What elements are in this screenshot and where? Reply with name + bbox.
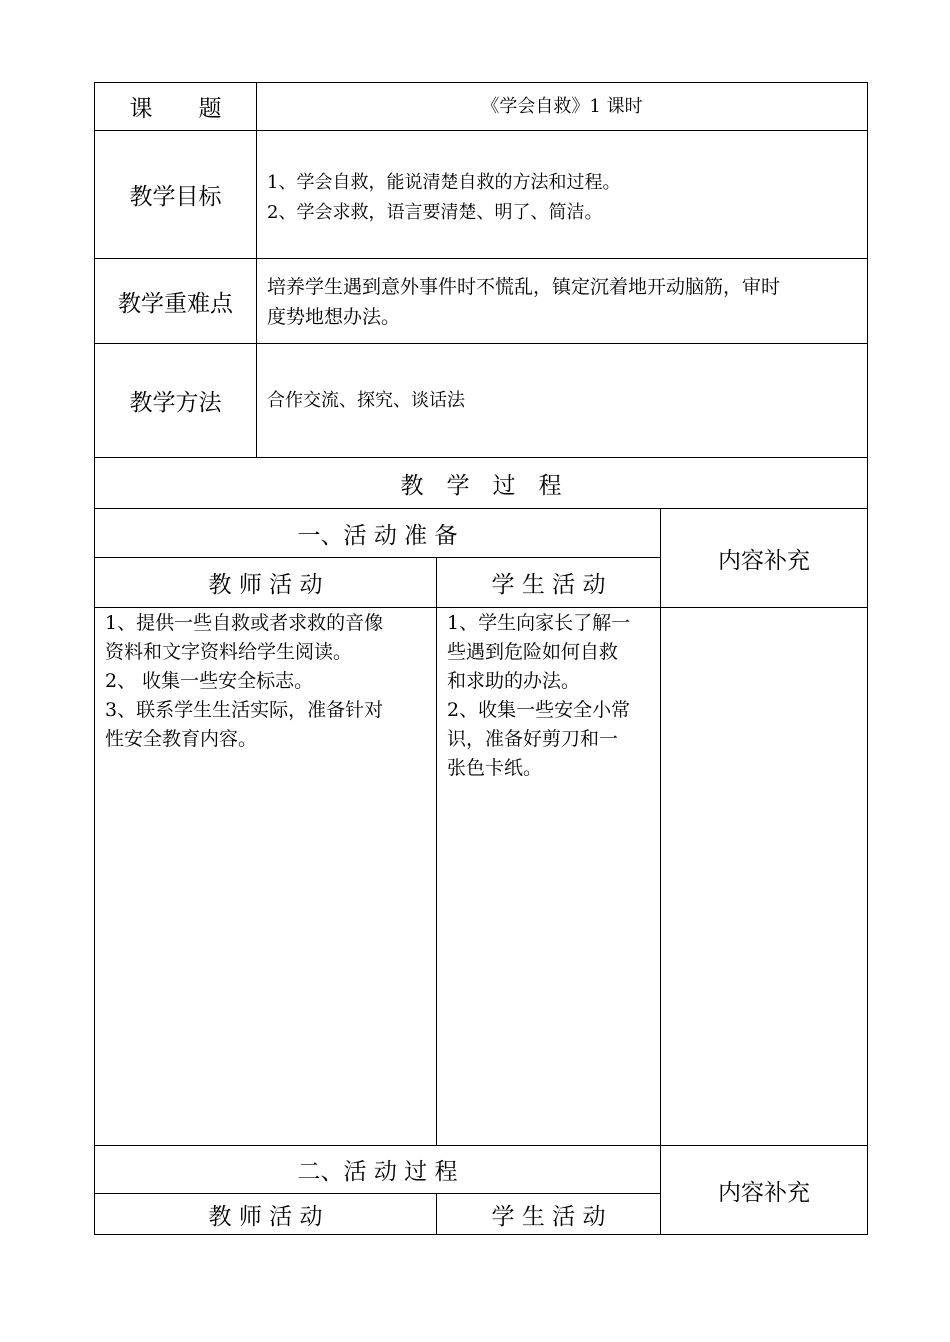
topic-label: 课 题 xyxy=(94,82,257,131)
student-activity-line: 和求助的办法。 xyxy=(447,670,581,692)
process-title: 教 学 过 程 xyxy=(94,457,868,509)
methods-label: 教学方法 xyxy=(94,343,257,458)
section1-student-header: 学 生 活 动 xyxy=(436,557,661,608)
student-activity-line: 2、收集一些安全小常 xyxy=(447,699,631,721)
section1-supplement-header: 内容补充 xyxy=(660,508,868,608)
key-point-line: 培养学生遇到意外事件时不慌乱，镇定沉着地开动脑筋，审时 xyxy=(267,276,781,298)
section2-teacher-header: 教 师 活 动 xyxy=(94,1193,437,1235)
teacher-activity-line: 2、 收集一些安全标志。 xyxy=(105,670,314,692)
goals-label: 教学目标 xyxy=(94,130,257,259)
key-point-line: 度势地想办法。 xyxy=(267,306,401,328)
teacher-activity-line: 1、提供一些自救或者求救的音像 xyxy=(105,612,384,634)
goal-item: 2、学会求救，语言要清楚、明了、简洁。 xyxy=(267,202,603,223)
section2-student-header: 学 生 活 动 xyxy=(436,1193,661,1235)
student-activity-line: 张色卡纸。 xyxy=(447,757,543,779)
teacher-activity-line: 3、联系学生生活实际，准备针对 xyxy=(105,699,384,721)
section1-teacher-content xyxy=(94,607,437,1146)
section1-supplement-content xyxy=(660,607,868,1146)
section2-supplement-header: 内容补充 xyxy=(660,1145,868,1235)
methods-value: 合作交流、探究、谈话法 xyxy=(256,343,868,458)
key-points-label: 教学重难点 xyxy=(94,258,257,344)
teacher-activity-line: 资料和文字资料给学生阅读。 xyxy=(105,641,353,663)
goals-content xyxy=(256,130,868,259)
student-activity-line: 1、学生向家长了解一 xyxy=(447,612,631,634)
topic-value: 《学会自救》1 课时 xyxy=(256,82,868,131)
student-activity-line: 识，准备好剪刀和一 xyxy=(447,728,619,750)
key-points-content xyxy=(256,258,868,344)
goal-item: 1、学会自救，能说清楚自救的方法和过程。 xyxy=(267,172,621,193)
teacher-activity-line: 性安全教育内容。 xyxy=(105,728,258,750)
section1-title: 一、活 动 准 备 xyxy=(94,508,661,558)
section1-student-content xyxy=(436,607,661,1146)
student-activity-line: 些遇到危险如何自救 xyxy=(447,641,619,663)
section2-title: 二、活 动 过 程 xyxy=(94,1145,661,1194)
section1-teacher-header: 教 师 活 动 xyxy=(94,557,437,608)
